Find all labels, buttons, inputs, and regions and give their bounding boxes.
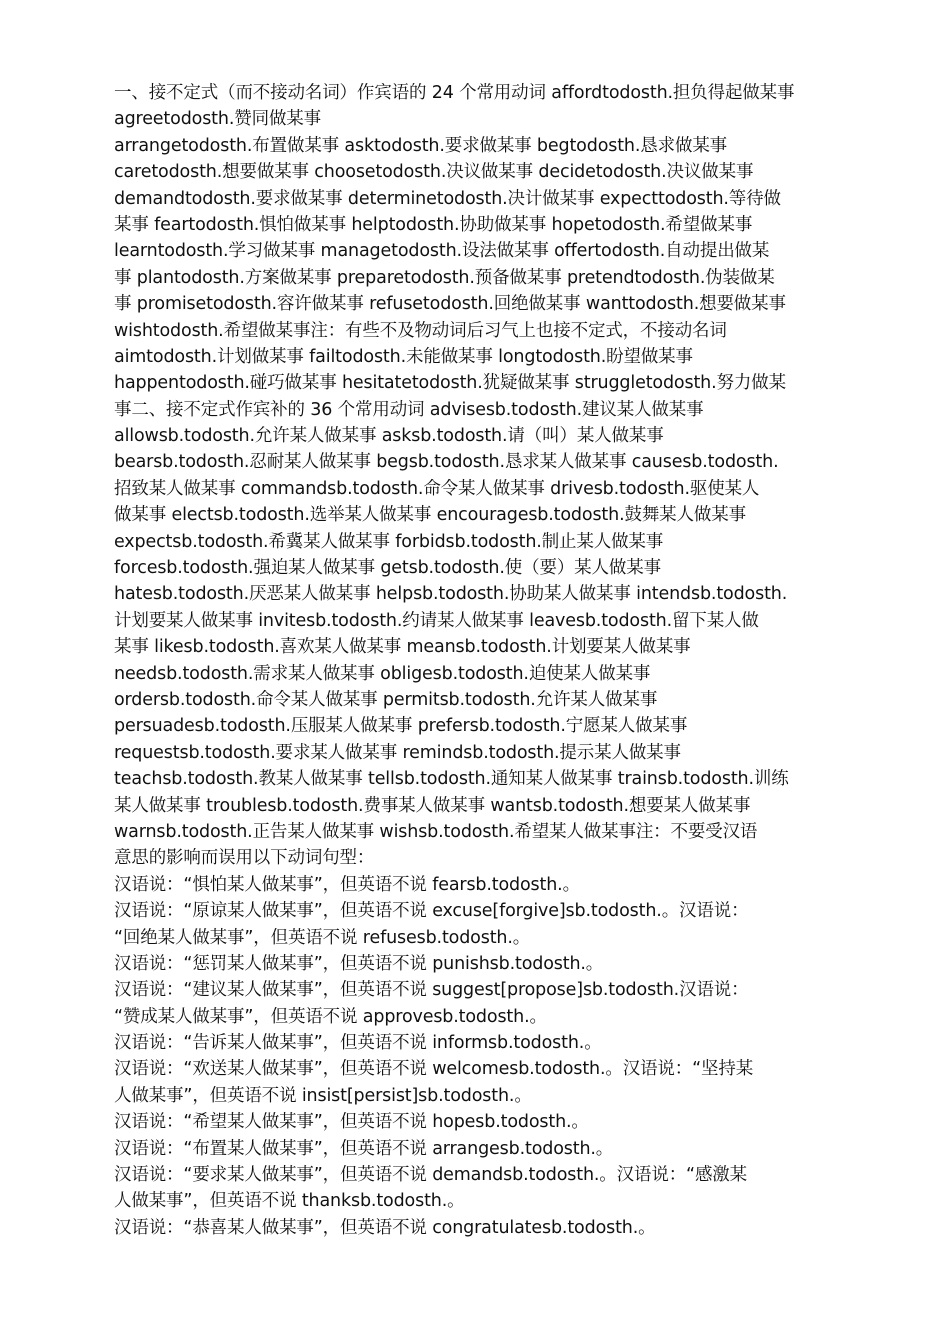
text-line: ordersb.todosth.命令某人做某事 permitsb.todosth.允许某人做某事: [114, 689, 658, 710]
text-line: 意思的影响而误用以下动词句型：: [114, 848, 375, 869]
text-line: “赞成某人做某事”，但英语不说 approvesb.todosth.。: [114, 1006, 547, 1027]
text-line: 一、接不定式（而不接动名词）作宾语的 24 个常用动词 affordtodosth.担负得起做某事: [114, 83, 795, 103]
text-line: forcesb.todosth.强迫某人做某事 getsb.todosth.使（要）某人做某事: [114, 558, 661, 579]
text-line: 汉语说：“惧怕某人做某事”，但英语不说 fearsb.todosth.。: [114, 874, 580, 895]
text-line: allowsb.todosth.允许某人做某事 asksb.todosth.请（叫）某人做某事: [114, 426, 664, 447]
text-line: 汉语说：“布置某人做某事”，但英语不说 arrangesb.todosth.。: [114, 1138, 614, 1159]
text-line: 汉语说：“建议某人做某事”，但英语不说 suggest[propose]sb.todosth.汉语说：: [114, 980, 749, 1001]
text-line: 汉语说：“希望某人做某事”，但英语不说 hopesb.todosth.。: [114, 1112, 589, 1133]
text-line: caretodosth.想要做某事 choosetodosth.决议做某事 decidetodosth.决议做某事: [114, 162, 754, 183]
text-line: 事 plantodosth.方案做某事 preparetodosth.预备做某事 pretendtodosth.伪装做某: [114, 267, 775, 288]
text-line: warnsb.todosth.正告某人做某事 wishsb.todosth.希望某人做某事注：不要受汉语: [114, 821, 758, 842]
text-line: 某人做某事 troublesb.todosth.费事某人做某事 wantsb.todosth.想要某人做某事: [114, 795, 751, 816]
text-line: bearsb.todosth.忍耐某人做某事 begsb.todosth.恳求某人做某事 causesb.todosth.: [114, 452, 779, 473]
text-line: 汉语说：“欢送某人做某事”，但英语不说 welcomesb.todosth.。汉语说：“坚持某: [114, 1059, 754, 1080]
text-line: demandtodosth.要求做某事 determinetodosth.决计做某事 expecttodosth.等待做: [114, 188, 781, 209]
text-line: requestsb.todosth.要求某人做某事 remindsb.todosth.提示某人做某事: [114, 742, 681, 763]
text-line: “回绝某人做某事”，但英语不说 refusesb.todosth.。: [114, 927, 531, 948]
text-line: hatesb.todosth.厌恶某人做某事 helpsb.todosth.协助某人做某事 intendsb.todosth.: [114, 584, 788, 605]
text-line: 事二、接不定式作宾补的 36 个常用动词 advisesb.todosth.建议某人做某事: [114, 399, 704, 420]
text-line: arrangetodosth.布置做某事 asktodosth.要求做某事 begtodosth.恳求做某事: [114, 135, 728, 156]
text-line: 人做某事”，但英语不说 thanksb.todosth.。: [114, 1191, 465, 1212]
text-line: 事 promisetodosth.容许做某事 refusetodosth.回绝做某事 wanttodosth.想要做某事: [114, 294, 786, 315]
text-line: 招致某人做某事 commandsb.todosth.命令某人做某事 drivesb.todosth.驱使某人: [114, 478, 760, 499]
text-line: persuadesb.todosth.压服某人做某事 prefersb.todosth.宁愿某人做某事: [114, 716, 688, 737]
text-line: aimtodosth.计划做某事 failtodosth.未能做某事 longtodosth.盼望做某事: [114, 346, 693, 367]
text-line: 做某事 electsb.todosth.选举某人做某事 encouragesb.todosth.鼓舞某人做某事: [114, 505, 746, 526]
text-line: 计划要某人做某事 invitesb.todosth.约请某人做某事 leavesb.todosth.留下某人做: [114, 610, 759, 631]
text-line: needsb.todosth.需求某人做某事 obligesb.todosth.迫使某人做某事: [114, 663, 651, 684]
text-line: 汉语说：“恭喜某人做某事”，但英语不说 congratulatesb.todosth.。: [114, 1217, 656, 1238]
text-line: agreetodosth.赞同做某事: [114, 109, 321, 130]
text-line: learntodosth.学习做某事 managetodosth.设法做某事 offertodosth.自动提出做某: [114, 241, 770, 262]
document-body: [114, 80, 826, 1241]
text-line: 人做某事”，但英语不说 insist[persist]sb.todosth.。: [114, 1085, 532, 1106]
text-line: teachsb.todosth.教某人做某事 tellsb.todosth.通知某人做某事 trainsb.todosth.训练: [114, 769, 789, 790]
text-line: 汉语说：“惩罚某人做某事”，但英语不说 punishsb.todosth.。: [114, 953, 604, 974]
text-line: 汉语说：“原谅某人做某事”，但英语不说 excuse[forgive]sb.todosth.。汉语说：: [114, 901, 749, 922]
text-line: wishtodosth.希望做某事注：有些不及物动词后习气上也接不定式，不接动名词: [114, 320, 727, 341]
text-line: happentodosth.碰巧做某事 hesitatetodosth.犹疑做某事 struggletodosth.努力做某: [114, 373, 786, 394]
text-line: 汉语说：“告诉某人做某事”，但英语不说 informsb.todosth.。: [114, 1033, 602, 1054]
text-line: 某事 feartodosth.惧怕做某事 helptodosth.协助做某事 hopetodosth.希望做某事: [114, 214, 753, 235]
text-line: 某事 likesb.todosth.喜欢某人做某事 meansb.todosth.计划要某人做某事: [114, 637, 691, 658]
text-line: expectsb.todosth.希冀某人做某事 forbidsb.todosth.制止某人做某事: [114, 531, 664, 552]
text-line: 汉语说：“要求某人做某事”，但英语不说 demandsb.todosth.。汉语说：“感激某: [114, 1165, 748, 1186]
